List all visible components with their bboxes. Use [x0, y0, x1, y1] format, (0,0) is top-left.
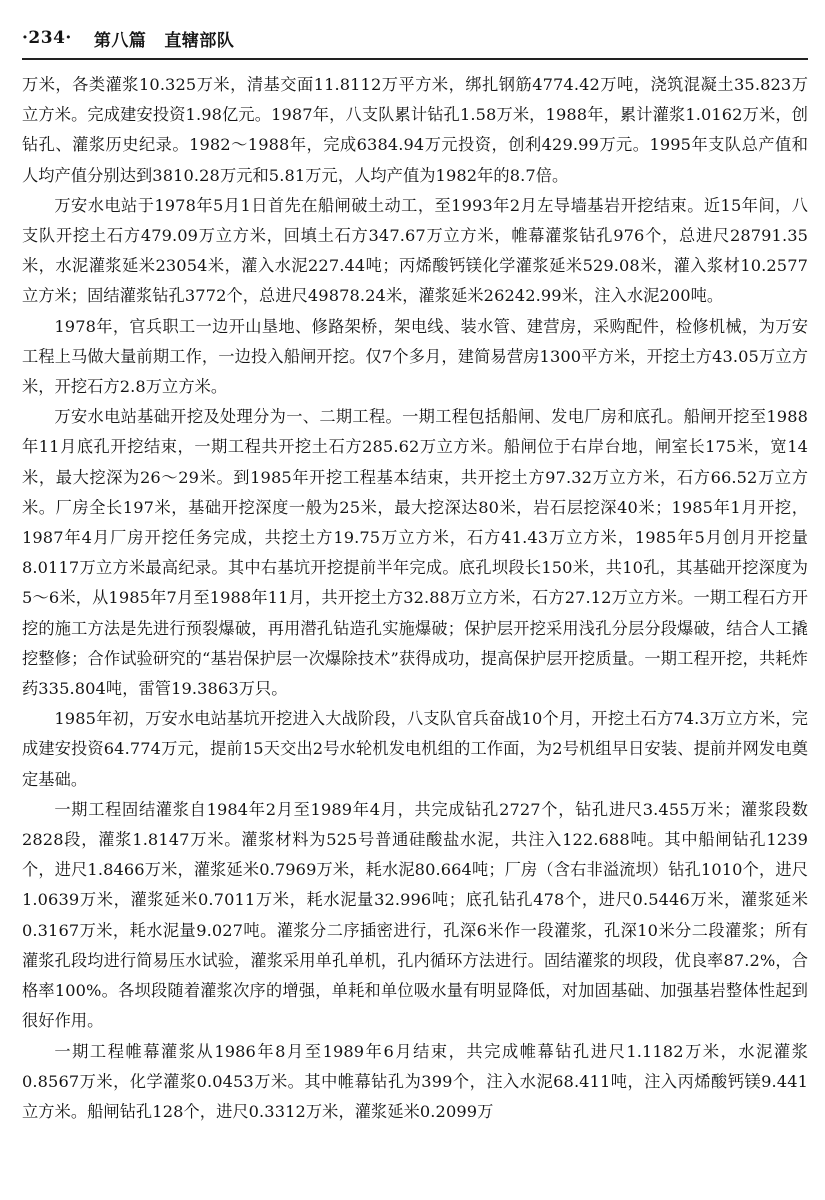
paragraph-6: 一期工程固结灌浆自1984年2月至1989年4月，共完成钻孔2727个，钻孔进尺3.455万米；灌浆段数2828段，灌浆1.8147万米。灌浆材料为525号普通硅酸盐水泥，共注入122.688吨。其中船闸钻孔1239个，进尺1.8466万米，灌浆延米0.7969万米，耗水泥80.664吨；厂房（含右非溢流坝）钻孔1010个，进尺1.0639万米，灌浆延米0.7011万米，耗水泥量32.996吨；底孔钻孔478个，进尺0.5446万米，灌浆延米0.3167万米，耗水泥量9.027吨。灌浆分二序插密进行，孔深6米作一段灌浆，孔深10米分二段灌浆；所有灌浆孔段均进行简易压水试验，灌浆采用单孔单机，孔内循环方法进行。固结灌浆的坝段，优良率87.2%，合格率100%。各坝段随着灌浆次序的增强，单耗和单位吸水量有明显降低，对加固基础、加强基岩整体性起到很好作用。 [22, 799, 808, 1031]
paragraph-3: 1978年，官兵职工一边开山垦地、修路架桥，架电线、装水管、建营房，采购配件，检修机械，为万安工程上马做大量前期工作，一边投入船闸开挖。仅7个多月，建简易营房1300平方米，开挖土方43.05万立方米，开挖石方2.8万立方米。 [22, 316, 808, 397]
paragraph-4: 万安水电站基础开挖及处理分为一、二期工程。一期工程包括船闸、发电厂房和底孔。船闸开挖至1988年11月底孔开挖结束，一期工程共开挖土石方285.62万立方米。船闸位于右岸台地，闸室长175米，宽14米，最大挖深为26～29米。到1985年开挖工程基本结束，共开挖土方97.32万立方米，石方66.52万立方米。厂房全长197米，基础开挖深度一般为25米，最大挖深达80米，岩石层挖深40米；1985年1月开挖，1987年4月厂房开挖任务完成，共挖土方19.75万立方米，石方41.43万立方米，1985年5月创月开挖量8.0117万立方米最高纪录。其中右基坑开挖提前半年完成。底孔坝段长150米，共10孔，其基础开挖深度为5～6米，从1985年7月至1988年11月，共开挖土方32.88万立方米，石方27.12万立方米。一期工程石方开挖的施工方法是先进行预裂爆破，再用潜孔钻造孔实施爆破；保护层开挖采用浅孔分层分段爆破，结合人工撬挖整修；合作试验研究的“基岩保护层一次爆除技术”获得成功，提高保护层开挖质量。一期工程开挖，共耗炸药335.804吨，雷管19.3863万只。 [22, 407, 808, 699]
paragraph-5: 1985年初，万安水电站基坑开挖进入大战阶段，八支队官兵奋战10个月，开挖土石方74.3万立方米，完成建安投资64.774万元，提前15天交出2号水轮机发电机组的工作面，为2号机组早日安装、提前并网发电奠定基础。 [22, 709, 808, 789]
body-text [22, 70, 808, 1127]
running-header [22, 20, 808, 56]
header-divider [22, 58, 808, 60]
paragraph-1: 万米，各类灌浆10.325万米，清基交面11.8112万平方米，绑扎钢筋4774.42万吨，浇筑混凝土35.823万立方米。完成建安投资1.98亿元。1987年，八支队累计钻孔1.58万米，1988年，累计灌浆1.0162万米，创钻孔、灌浆历史纪录。1982～1988年，完成6384.94万元投资，创利429.99万元。1995年支队总产值和人均产值分别达到3810.28万元和5.81万元，人均产值为1982年的8.7倍。 [22, 75, 808, 185]
paragraph-7: 一期工程帷幕灌浆从1986年8月至1989年6月结束，共完成帷幕钻孔进尺1.1182万米，水泥灌浆0.8567万米，化学灌浆0.0453万米。其中帷幕钻孔为399个，注入水泥68.411吨，注入丙烯酸钙镁9.441立方米。船闸钻孔128个，进尺0.3312万米，灌浆延米0.2099万 [22, 1041, 808, 1121]
section-title: 直辖部队 [164, 30, 235, 51]
paragraph-2: 万安水电站于1978年5月1日首先在船闸破土动工，至1993年2月左导墙基岩开挖结束。近15年间，八支队开挖土石方479.09万立方米，回填土石方347.67万立方米，帷幕灌浆钻孔976个，总进尺28791.35米，水泥灌浆延米23054米，灌入水泥227.44吨；丙烯酸钙镁化学灌浆延米529.08米，灌入浆材10.2577立方米；固结灌浆钻孔3772个，总进尺49878.24米，灌浆延米26242.99米，注入水泥200吨。 [22, 195, 808, 306]
page-number: ·234· [22, 28, 72, 48]
part-title: 第八篇 [93, 30, 147, 51]
